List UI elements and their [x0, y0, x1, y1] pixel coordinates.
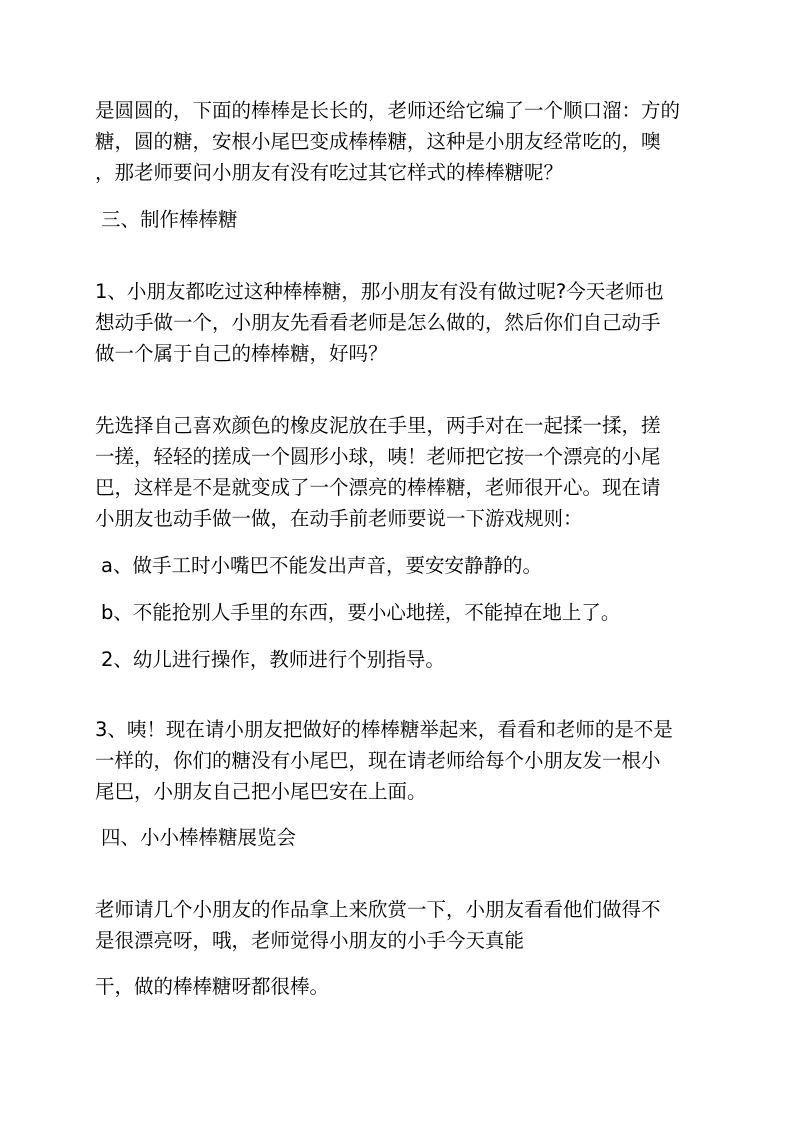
step-2: 2、幼儿进行操作，教师进行个别指导。: [101, 648, 445, 671]
step-1-line: 想动手做一个，小朋友先看看老师是怎么做的，然后你们自己动手: [95, 311, 661, 334]
paragraph-line: 是圆圆的，下面的棒棒是长长的，老师还给它编了一个顺口溜：方的: [95, 99, 681, 122]
step-3-line: 尾巴，小朋友自己把小尾巴安在上面。: [95, 780, 427, 803]
paragraph-line: 先选择自己喜欢颜色的橡皮泥放在手里，两手对在一起揉一揉，搓: [95, 414, 661, 437]
step-3-line: 3、咦！现在请小朋友把做好的棒棒糖举起来，看看和老师的是不是: [95, 718, 673, 741]
step-3-line: 一样的，你们的糖没有小尾巴，现在请老师给每个小朋友发一根小: [95, 749, 661, 772]
paragraph-line: 巴，这样是不是就变成了一个漂亮的棒棒糖，老师很开心。现在请: [95, 476, 661, 499]
rule-b: b、不能抢别人手里的东西，要小心地搓，不能掉在地上了。: [101, 601, 621, 624]
paragraph-line: 老师请几个小朋友的作品拿上来欣赏一下，小朋友看看他们做得不: [95, 898, 661, 921]
paragraph-line: ，那老师要问小朋友有没有吃过其它样式的棒棒糖呢？: [95, 161, 564, 184]
paragraph-line: 糖，圆的糖，安根小尾巴变成棒棒糖，这种是小朋友经常吃的，噢: [95, 130, 661, 153]
paragraph-line: 干，做的棒棒糖呀都很棒。: [95, 975, 330, 998]
section-heading-4: 四、小小棒棒糖展览会: [101, 826, 297, 849]
step-1-line: 做一个属于自己的棒棒糖，好吗？: [95, 342, 388, 365]
paragraph-line: 小朋友也动手做一做，在动手前老师要说一下游戏规则：: [95, 507, 583, 530]
paragraph-line: 是很漂亮呀，哦，老师觉得小朋友的小手今天真能: [95, 929, 525, 952]
step-1-line: 1、小朋友都吃过这种棒棒糖，那小朋友有没有做过呢?今天老师也: [95, 280, 664, 303]
paragraph-line: 一搓，轻轻的搓成一个圆形小球，咦！老师把它按一个漂亮的小尾: [95, 445, 661, 468]
rule-a: a、做手工时小嘴巴不能发出声音，要安安静静的。: [101, 554, 542, 577]
section-heading-3: 三、制作棒棒糖: [101, 208, 238, 231]
